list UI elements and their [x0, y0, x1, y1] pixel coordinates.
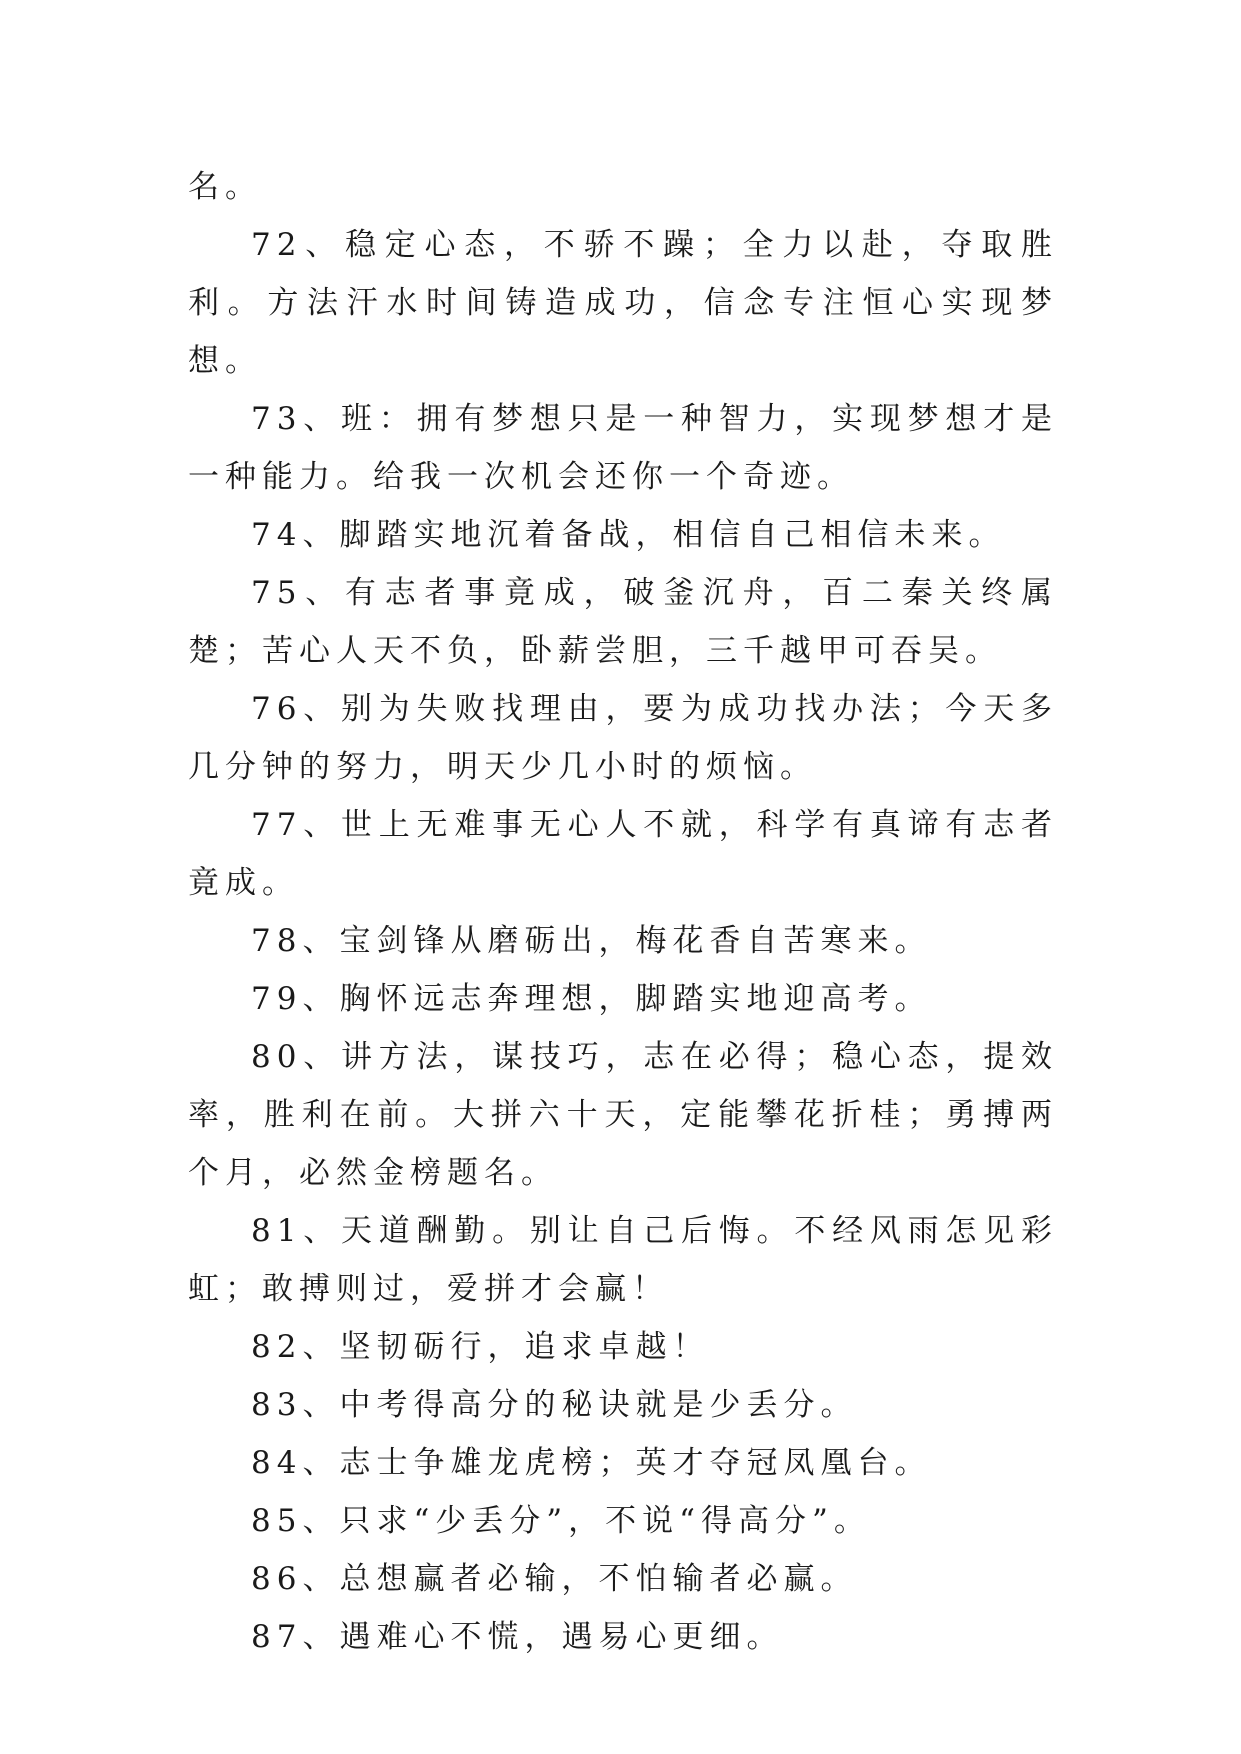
paragraph-76: 76、别为失败找理由，要为成功找办法；今天多几分钟的努力，明天少几小时的烦恼。	[188, 691, 1058, 785]
paragraph-82: 82、坚韧砺行，追求卓越！	[251, 1329, 710, 1365]
paragraph-77: 77、世上无难事无心人不就，科学有真谛有志者竟成。	[188, 807, 1058, 901]
paragraph-84: 84、志士争雄龙虎榜；英才夺冠凤凰台。	[251, 1445, 932, 1481]
paragraph-72: 72、稳定心态，不骄不躁；全力以赴，夺取胜利。方法汗水时间铸造成功，信念专注恒心实现梦想。	[188, 227, 1058, 379]
paragraph-continuation: 名。	[188, 169, 262, 205]
paragraph-73: 73、班：拥有梦想只是一种智力，实现梦想才是一种能力。给我一次机会还你一个奇迹。	[188, 401, 1058, 495]
paragraph-78: 78、宝剑锋从磨砺出，梅花香自苦寒来。	[251, 923, 932, 959]
paragraph-86: 86、总想赢者必输，不怕输者必赢。	[251, 1561, 858, 1597]
paragraph-74: 74、脚踏实地沉着备战，相信自己相信未来。	[251, 517, 1006, 553]
document-body	[188, 158, 1058, 1666]
paragraph-75: 75、有志者事竟成，破釜沉舟，百二秦关终属楚；苦心人天不负，卧薪尝胆，三千越甲可吞吴。	[188, 575, 1058, 669]
paragraph-79: 79、胸怀远志奔理想，脚踏实地迎高考。	[251, 981, 932, 1017]
paragraph-80: 80、讲方法，谋技巧，志在必得；稳心态，提效率，胜利在前。大拼六十天，定能攀花折桂；勇搏两个月，必然金榜题名。	[188, 1039, 1058, 1191]
paragraph-87: 87、遇难心不慌，遇易心更细。	[251, 1619, 784, 1655]
paragraph-83: 83、中考得高分的秘诀就是少丢分。	[251, 1387, 858, 1423]
paragraph-81: 81、天道酬勤。别让自己后悔。不经风雨怎见彩虹；敢搏则过，爱拼才会赢！	[188, 1213, 1058, 1307]
paragraph-85: 85、只求“少丢分”，不说“得高分”。	[251, 1503, 871, 1539]
